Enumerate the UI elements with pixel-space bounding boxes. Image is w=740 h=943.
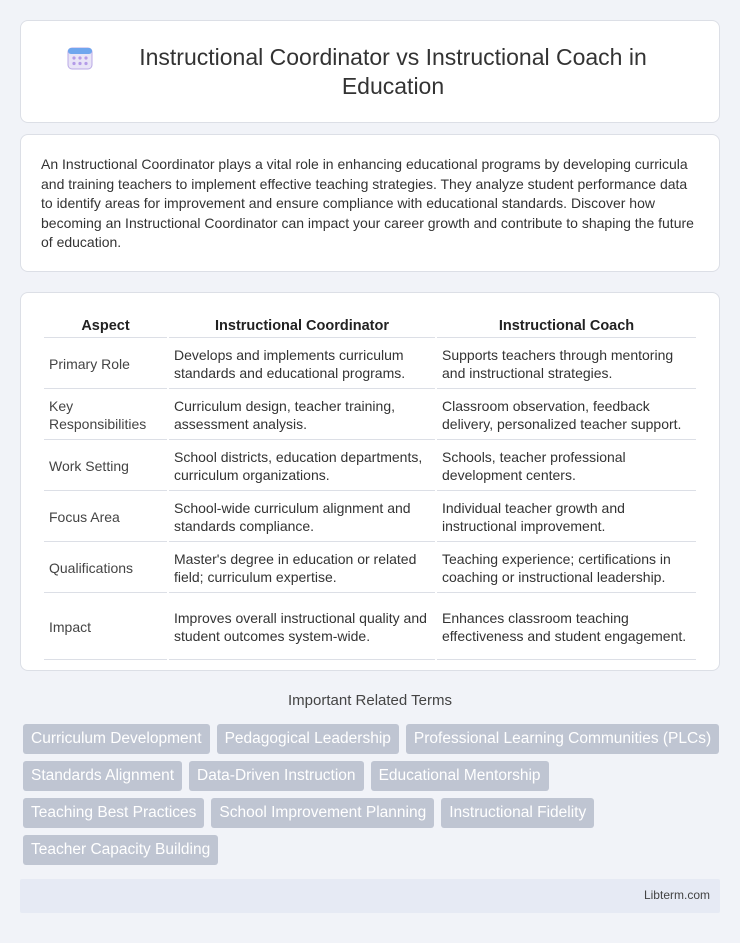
related-term-tag[interactable]: Pedagogical Leadership bbox=[217, 724, 399, 754]
footer bbox=[20, 879, 720, 913]
comparison-table bbox=[42, 311, 698, 660]
related-term-tag[interactable]: Teaching Best Practices bbox=[23, 798, 204, 828]
related-term-tag[interactable]: Educational Mentorship bbox=[371, 761, 549, 791]
page-title: Instructional Coordinator vs Instructional Coach in Education bbox=[139, 43, 647, 99]
coordinator-cell: Develops and implements curriculum standards and educational programs. bbox=[169, 338, 435, 389]
table-row bbox=[44, 593, 696, 660]
related-term-tag[interactable]: Data-Driven Instruction bbox=[189, 761, 364, 791]
aspect-cell: Impact bbox=[44, 593, 167, 660]
related-term-tag[interactable]: Standards Alignment bbox=[23, 761, 182, 791]
comparison-card bbox=[20, 292, 720, 671]
intro-card bbox=[20, 134, 720, 272]
related-terms-heading: Important Related Terms bbox=[288, 692, 452, 709]
related-term-tag[interactable]: Professional Learning Communities (PLCs) bbox=[406, 724, 719, 754]
coach-cell: Classroom observation, feedback delivery, personalized teacher support. bbox=[437, 389, 696, 440]
title-card bbox=[20, 20, 720, 123]
aspect-cell: Qualifications bbox=[44, 542, 167, 593]
table-row bbox=[44, 338, 696, 389]
coordinator-cell: Master's degree in education or related field; curriculum expertise. bbox=[169, 542, 435, 593]
aspect-cell: Focus Area bbox=[44, 491, 167, 542]
coordinator-cell: School districts, education departments, curriculum organizations. bbox=[169, 440, 435, 491]
related-term-tag[interactable]: Curriculum Development bbox=[23, 724, 210, 754]
related-terms-list bbox=[23, 724, 723, 865]
table-row bbox=[44, 389, 696, 440]
coach-cell: Supports teachers through mentoring and instructional strategies. bbox=[437, 338, 696, 389]
aspect-cell: Work Setting bbox=[44, 440, 167, 491]
related-term-tag[interactable]: Teacher Capacity Building bbox=[23, 835, 218, 865]
related-term-tag[interactable]: School Improvement Planning bbox=[211, 798, 434, 828]
intro-paragraph: An Instructional Coordinator plays a vital role in enhancing educational programs by developing curricula and training teachers to implement effective teaching strategies. They analyze student performance data to identify areas for improvement and ensure compliance with educational standards. Discover how becoming an Instructional Coordinator can impact your career growth and contribute to shaping the future of education. bbox=[41, 156, 694, 250]
header-coach: Instructional Coach bbox=[437, 311, 696, 338]
coordinator-cell: School-wide curriculum alignment and standards compliance. bbox=[169, 491, 435, 542]
coach-cell: Enhances classroom teaching effectiveness and student engagement. bbox=[437, 593, 696, 660]
header-aspect: Aspect bbox=[44, 311, 167, 338]
table-row bbox=[44, 542, 696, 593]
header-coordinator: Instructional Coordinator bbox=[169, 311, 435, 338]
coach-cell: Teaching experience; certifications in coaching or instructional leadership. bbox=[437, 542, 696, 593]
related-term-tag[interactable]: Instructional Fidelity bbox=[441, 798, 594, 828]
coordinator-cell: Improves overall instructional quality and student outcomes system-wide. bbox=[169, 593, 435, 660]
table-row bbox=[44, 440, 696, 491]
aspect-cell: Key Responsibilities bbox=[44, 389, 167, 440]
table-row bbox=[44, 491, 696, 542]
coach-cell: Individual teacher growth and instructional improvement. bbox=[437, 491, 696, 542]
footer-brand-link[interactable]: Libterm.com bbox=[643, 888, 710, 902]
calendar-icon bbox=[67, 45, 93, 71]
aspect-cell: Primary Role bbox=[44, 338, 167, 389]
coordinator-cell: Curriculum design, teacher training, assessment analysis. bbox=[169, 389, 435, 440]
coach-cell: Schools, teacher professional development centers. bbox=[437, 440, 696, 491]
table-header-row bbox=[44, 311, 696, 338]
